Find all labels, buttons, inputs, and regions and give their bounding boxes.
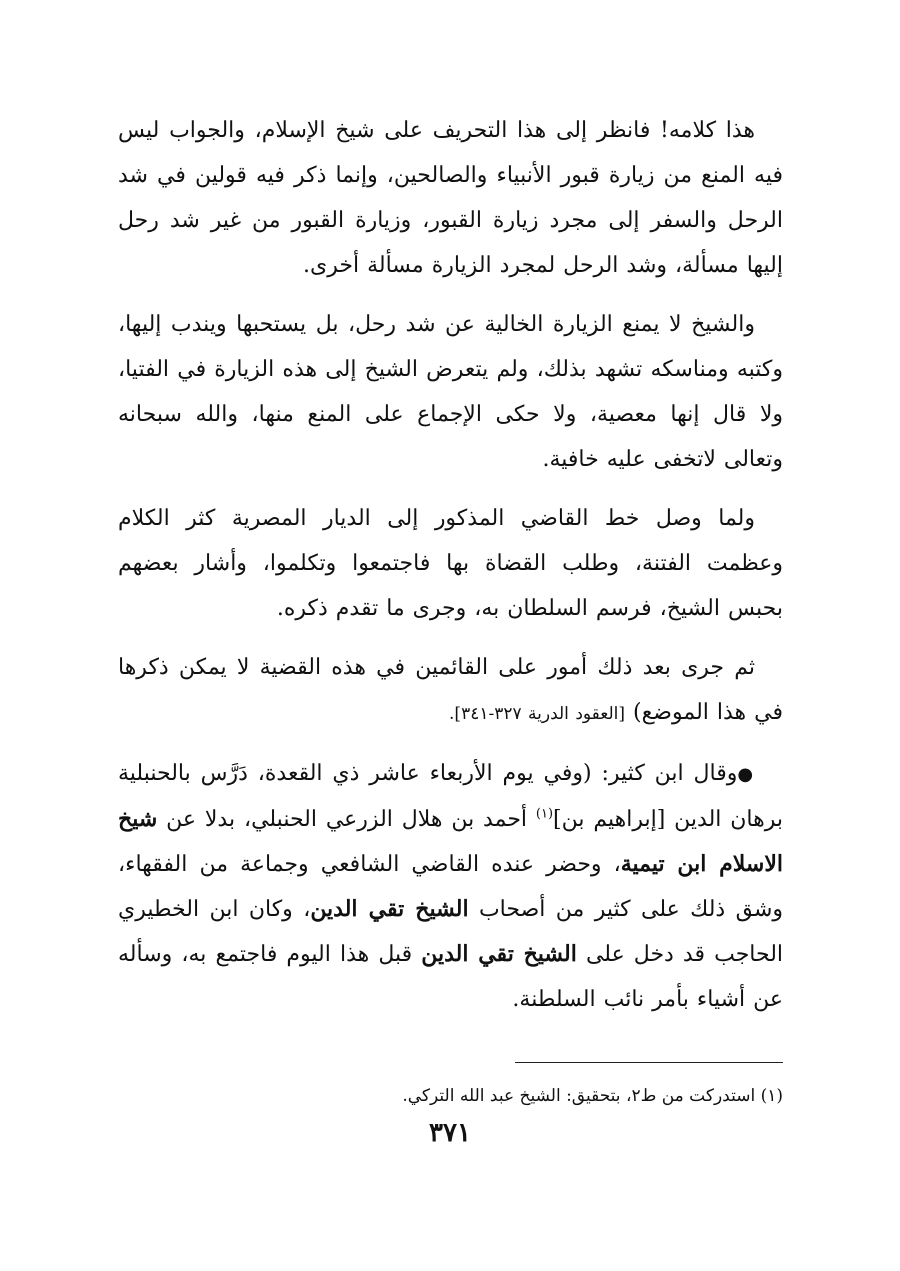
paragraph-3-text: ولما وصل خط القاضي المذكور إلى الديار المصرية كثر الكلام وعظمت الفتنة، وطلب القضاة بها فاجتمعوا وتكلموا، وأشار بعضهم بحبس الشيخ، فرسم السلطان به، وجرى ما تقدم ذكره. — [118, 506, 783, 621]
paragraph-1 — [118, 108, 783, 288]
paragraph-5-text-e: قبل هذا اليوم فاجتمع به، وسأله عن أشياء بأمر نائب السلطنة. — [118, 942, 783, 1012]
paragraph-5-text-a: وقال ابن كثير: (وفي يوم الأربعاء عاشر ذي القعدة، دَرَّس بالحنبلية برهان الدين [إبراهيم بن] — [118, 761, 783, 832]
paragraph-4-text: ثم جرى بعد ذلك أمور على القائمين في هذه القضية لا يمكن ذكرها في هذا الموضع) — [118, 655, 783, 725]
paragraph-1-text: هذا كلامه! فانظر إلى هذا التحريف على شيخ الإسلام، والجواب ليس فيه المنع من زيارة قبور الأنبياء والصالحين، وإنما ذكر فيه قولين في شد الرحل والسفر إلى مجرد زيارة القبور، وزيارة القبور من غير شد رحل إليها مسألة، وشد الرحل لمجرد الزيارة مسألة أخرى. — [118, 118, 783, 278]
bold-name-2: الشيخ تقي الدين — [310, 896, 469, 922]
paragraph-5-text-c: ، وحضر عنده القاضي الشافعي وجماعة من الفقهاء، وشق ذلك على كثير من أصحاب — [118, 852, 783, 922]
paragraph-5-text-b: أحمد بن هلال الزرعي الحنبلي، بدلا عن — [157, 807, 536, 832]
paragraph-5-text-d: ، وكان ابن الخطيري الحاجب قد دخل على — [118, 897, 784, 967]
citation-reference: [العقود الدرية ٣٢٧-٣٤١]. — [449, 704, 626, 724]
paragraph-4 — [118, 645, 783, 737]
footnote: (١) استدركت من ط٢، بتحقيق: الشيخ عبد الله التركي. — [402, 1086, 783, 1106]
page-number: ٣٧١ — [429, 1118, 471, 1148]
page-body — [118, 108, 783, 1036]
footnote-marker[interactable]: (١) — [535, 806, 554, 822]
paragraph-2 — [118, 302, 783, 482]
paragraph-5 — [118, 751, 783, 1022]
paragraph-3 — [118, 496, 783, 631]
bullet-icon: ● — [737, 764, 755, 785]
bold-name-1: شيخ الاسلام ابن تيمية — [118, 806, 783, 877]
paragraph-2-text: والشيخ لا يمنع الزيارة الخالية عن شد رحل، بل يستحبها ويندب إليها، وكتبه ومناسكه تشهد بذلك، ولم يتعرض الشيخ إلى هذه الزيارة في الفتيا، ولا قال إنها معصية، ولا حكى الإجماع على المنع منها، والله سبحانه وتعالى لاتخفى عليه خافية. — [118, 312, 783, 472]
footnote-divider — [515, 1062, 783, 1063]
bold-name-3: الشيخ تقي الدين — [421, 941, 577, 967]
